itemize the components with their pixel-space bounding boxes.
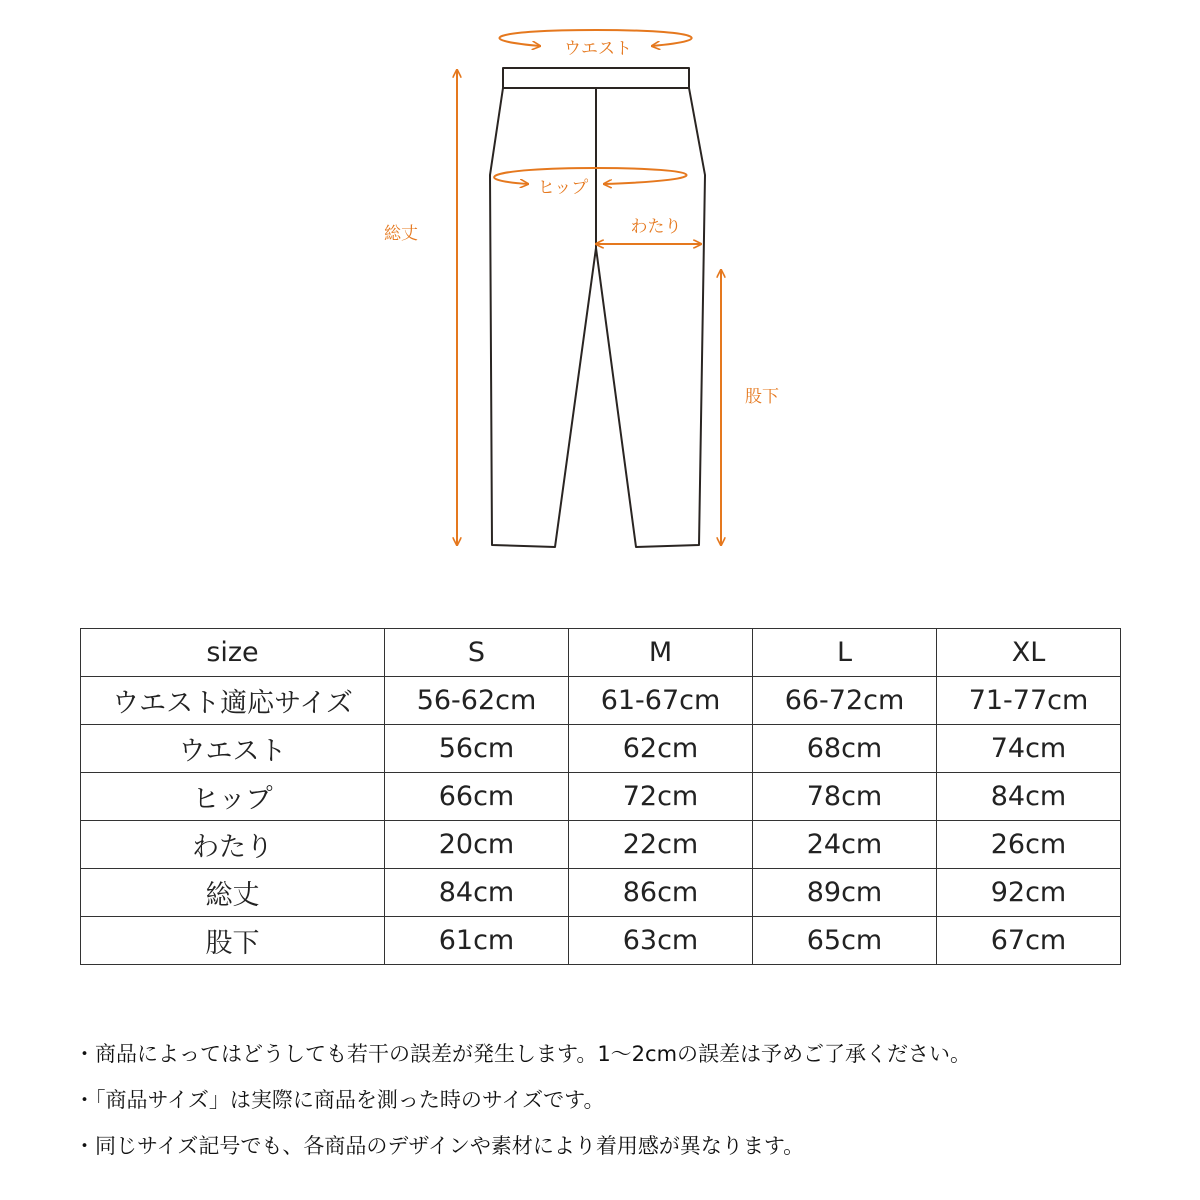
waist-measure bbox=[499, 30, 691, 59]
header-cell: size bbox=[81, 629, 385, 677]
note-error-tolerance: ・商品によってはどうしても若干の誤差が発生します。1〜2cmの誤差は予めご了承ください。 bbox=[74, 1042, 972, 1066]
value-cell: 74cm bbox=[937, 725, 1121, 773]
table-row bbox=[81, 677, 1121, 725]
waist-label: ウエスト bbox=[564, 39, 632, 59]
note-product-size: ・「商品サイズ」は実際に商品を測った時のサイズです。 bbox=[74, 1088, 605, 1112]
value-cell: 22cm bbox=[569, 821, 753, 869]
value-cell: 67cm bbox=[937, 917, 1121, 965]
value-cell: 84cm bbox=[937, 773, 1121, 821]
row-label-cell: ウエスト bbox=[81, 725, 385, 773]
waistband bbox=[503, 68, 689, 88]
hip-label: ヒップ bbox=[537, 178, 589, 198]
size-chart-table bbox=[80, 628, 1121, 965]
header-cell: S bbox=[385, 629, 569, 677]
value-cell: 63cm bbox=[569, 917, 753, 965]
table-row bbox=[81, 917, 1121, 965]
pants-body bbox=[490, 88, 705, 547]
table-header-row bbox=[81, 629, 1121, 677]
value-cell: 78cm bbox=[753, 773, 937, 821]
pants-outline bbox=[490, 68, 705, 547]
value-cell: 71-77cm bbox=[937, 677, 1121, 725]
row-label-cell: ヒップ bbox=[81, 773, 385, 821]
hip-measure bbox=[494, 168, 686, 198]
value-cell: 56cm bbox=[385, 725, 569, 773]
value-cell: 72cm bbox=[569, 773, 753, 821]
thigh-measure bbox=[596, 217, 701, 244]
value-cell: 56-62cm bbox=[385, 677, 569, 725]
row-label-cell: 股下 bbox=[81, 917, 385, 965]
table-row bbox=[81, 869, 1121, 917]
value-cell: 66-72cm bbox=[753, 677, 937, 725]
value-cell: 24cm bbox=[753, 821, 937, 869]
row-label-cell: わたり bbox=[81, 821, 385, 869]
table-row bbox=[81, 725, 1121, 773]
note-fit-varies: ・同じサイズ記号でも、各商品のデザインや素材により着用感が異なります。 bbox=[74, 1134, 805, 1158]
value-cell: 62cm bbox=[569, 725, 753, 773]
table-row bbox=[81, 773, 1121, 821]
header-cell: M bbox=[569, 629, 753, 677]
value-cell: 61-67cm bbox=[569, 677, 753, 725]
value-cell: 61cm bbox=[385, 917, 569, 965]
header-cell: L bbox=[753, 629, 937, 677]
total-length-measure bbox=[384, 70, 457, 545]
header-cell: XL bbox=[937, 629, 1121, 677]
value-cell: 65cm bbox=[753, 917, 937, 965]
thigh-label: わたり bbox=[630, 217, 682, 237]
value-cell: 66cm bbox=[385, 773, 569, 821]
row-label-cell: ウエスト適応サイズ bbox=[81, 677, 385, 725]
table-row bbox=[81, 821, 1121, 869]
row-label-cell: 総丈 bbox=[81, 869, 385, 917]
hip-arrow bbox=[494, 168, 686, 184]
value-cell: 84cm bbox=[385, 869, 569, 917]
inseam-label: 股下 bbox=[745, 387, 779, 407]
notes-list bbox=[74, 1036, 1174, 1174]
value-cell: 26cm bbox=[937, 821, 1121, 869]
inseam-measure bbox=[721, 270, 779, 545]
value-cell: 86cm bbox=[569, 869, 753, 917]
value-cell: 92cm bbox=[937, 869, 1121, 917]
total-length-label: 総丈 bbox=[384, 224, 418, 244]
value-cell: 20cm bbox=[385, 821, 569, 869]
value-cell: 68cm bbox=[753, 725, 937, 773]
value-cell: 89cm bbox=[753, 869, 937, 917]
